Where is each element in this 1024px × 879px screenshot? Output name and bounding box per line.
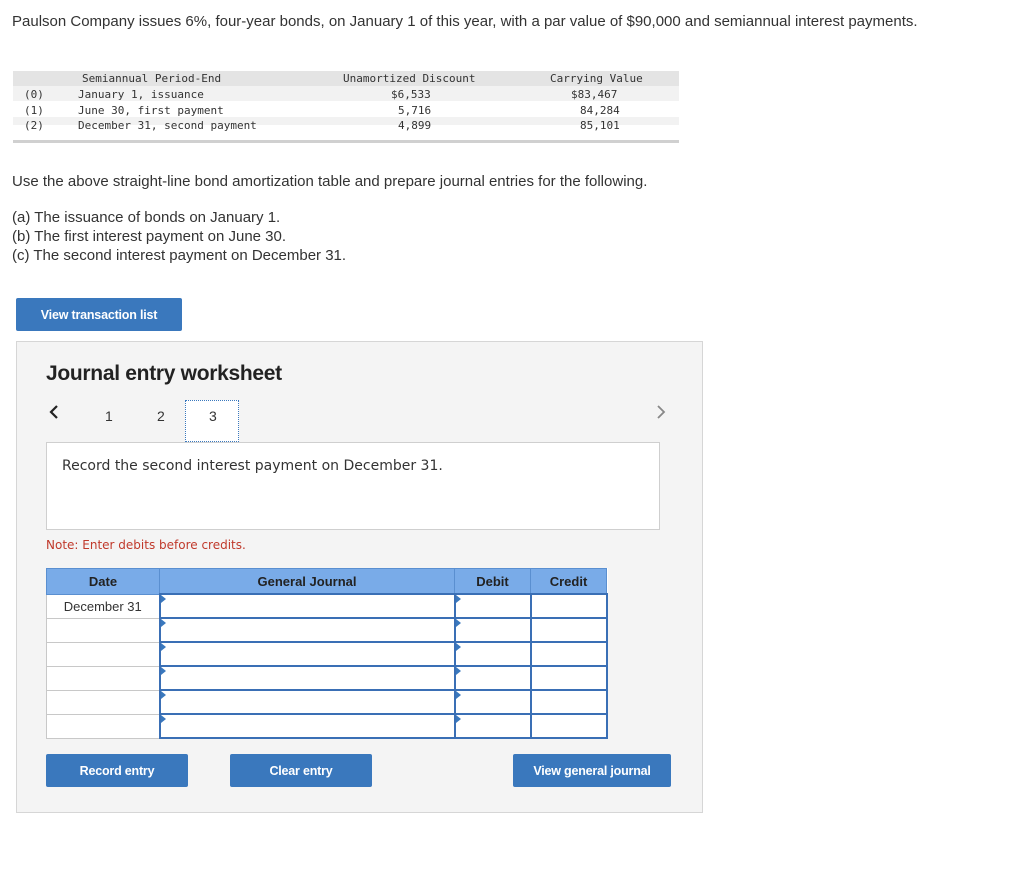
account-input[interactable] xyxy=(160,642,455,666)
dropdown-marker-icon xyxy=(161,619,166,627)
view-general-journal-button[interactable]: View general journal xyxy=(513,754,671,787)
row-period: June 30, first payment xyxy=(78,104,224,117)
table-row xyxy=(47,666,607,690)
date-cell xyxy=(47,690,160,714)
row-num: (1) xyxy=(24,104,44,117)
dropdown-marker-icon xyxy=(456,691,461,699)
debit-input[interactable] xyxy=(455,594,531,618)
chevron-left-icon[interactable] xyxy=(48,404,60,425)
table-row xyxy=(47,594,607,618)
debit-input[interactable] xyxy=(455,666,531,690)
table-divider xyxy=(13,140,679,143)
step-1[interactable]: 1 xyxy=(105,408,113,424)
column-header-credit: Credit xyxy=(531,569,607,595)
part-a: (a) The issuance of bonds on January 1. xyxy=(12,209,281,226)
row-carrying: 85,101 xyxy=(580,119,620,132)
account-input[interactable] xyxy=(160,714,455,738)
credit-input[interactable] xyxy=(531,618,607,642)
note-text: Note: Enter debits before credits. xyxy=(46,538,246,552)
debit-input[interactable] xyxy=(455,690,531,714)
view-transaction-list-button[interactable]: View transaction list xyxy=(16,298,182,331)
date-cell xyxy=(47,714,160,738)
account-input[interactable] xyxy=(160,594,455,618)
dropdown-marker-icon xyxy=(456,715,461,723)
part-c: (c) The second interest payment on December 31. xyxy=(12,247,347,264)
dropdown-marker-icon xyxy=(456,643,461,651)
dropdown-marker-icon xyxy=(161,643,166,651)
account-input[interactable] xyxy=(160,666,455,690)
row-period: December 31, second payment xyxy=(78,119,257,132)
header-discount: Unamortized Discount xyxy=(343,72,476,85)
journal-entry-worksheet xyxy=(16,341,703,813)
record-entry-button[interactable]: Record entry xyxy=(46,754,188,787)
parts-list xyxy=(12,208,346,265)
row-carrying: $83,467 xyxy=(571,88,618,101)
column-header-date: Date xyxy=(47,569,160,595)
dropdown-marker-icon xyxy=(161,595,166,603)
credit-input[interactable] xyxy=(531,642,607,666)
date-cell xyxy=(47,642,160,666)
row-discount: 5,716 xyxy=(398,104,432,117)
part-b: (b) The first interest payment on June 30. xyxy=(12,228,287,245)
account-input[interactable] xyxy=(160,618,455,642)
dropdown-marker-icon xyxy=(161,691,166,699)
dropdown-marker-icon xyxy=(456,619,461,627)
credit-input[interactable] xyxy=(531,714,607,738)
credit-input[interactable] xyxy=(531,666,607,690)
clear-entry-button[interactable]: Clear entry xyxy=(230,754,372,787)
row-period: January 1, issuance xyxy=(78,88,204,101)
column-header-debit: Debit xyxy=(455,569,531,595)
problem-statement: Paulson Company issues 6%, four-year bonds, on January 1 of this year, with a par value of $90,000 and semiannual interest payments. xyxy=(12,13,918,30)
dropdown-marker-icon xyxy=(161,715,166,723)
credit-input[interactable] xyxy=(531,594,607,618)
column-header-journal: General Journal xyxy=(160,569,455,595)
date-cell xyxy=(47,618,160,642)
instructions: Use the above straight-line bond amortization table and prepare journal entries for the following. xyxy=(12,173,648,190)
table-row xyxy=(47,714,607,738)
account-input[interactable] xyxy=(160,690,455,714)
step-2[interactable]: 2 xyxy=(157,408,165,424)
dropdown-marker-icon xyxy=(161,667,166,675)
header-carrying: Carrying Value xyxy=(550,72,643,85)
dropdown-marker-icon xyxy=(456,667,461,675)
table-row xyxy=(47,642,607,666)
credit-input[interactable] xyxy=(531,690,607,714)
dropdown-marker-icon xyxy=(456,595,461,603)
date-cell: December 31 xyxy=(47,594,160,618)
prompt-text: Record the second interest payment on December 31. xyxy=(62,458,443,474)
chevron-right-icon[interactable] xyxy=(655,404,667,425)
step-3[interactable]: 3 xyxy=(209,408,217,424)
amortization-table xyxy=(13,71,679,143)
date-cell xyxy=(47,666,160,690)
debit-input[interactable] xyxy=(455,642,531,666)
debit-input[interactable] xyxy=(455,618,531,642)
row-carrying: 84,284 xyxy=(580,104,620,117)
debit-input[interactable] xyxy=(455,714,531,738)
table-row xyxy=(47,690,607,714)
row-num: (0) xyxy=(24,88,44,101)
worksheet-title: Journal entry worksheet xyxy=(46,362,282,385)
row-discount: 4,899 xyxy=(398,119,432,132)
prompt-box xyxy=(46,442,660,530)
row-num: (2) xyxy=(24,119,44,132)
header-period: Semiannual Period-End xyxy=(82,72,222,85)
general-journal-table xyxy=(46,568,608,739)
row-discount: $6,533 xyxy=(391,88,431,101)
table-row xyxy=(47,618,607,642)
